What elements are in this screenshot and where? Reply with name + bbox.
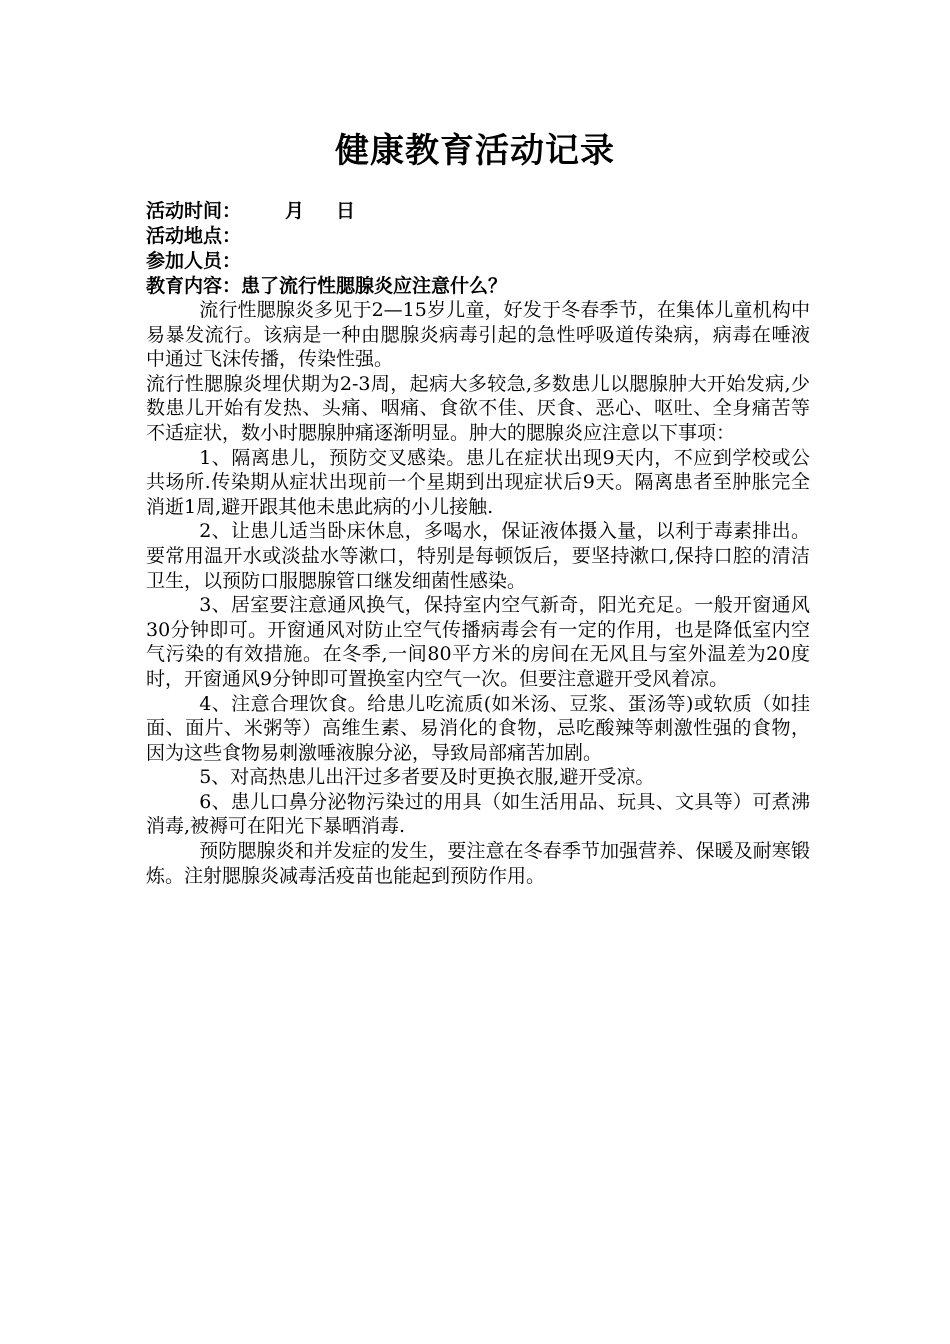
- paragraph-item-5: 5、对高热患儿出汗过多者要及时更换衣服,避开受凉。: [199, 766, 655, 789]
- paragraph-item-6: 6、患儿口鼻分泌物污染过的用具（如生活用品、玩具、文具等）可煮沸消毒,被褥可在阳光下暴晒消毒.: [146, 790, 810, 838]
- day-label: 日: [336, 200, 356, 222]
- education-body: [146, 298, 810, 888]
- paragraph-item-2: 2、让患儿适当卧床休息，多喝水，保证液体摄入量，以利于毒素排出。要常用温开水或淡盐水等漱口，特别是每顿饭后，要坚持漱口,保持口腔的清洁卫生，以预防口服腮腺管口继发细菌性感染。: [146, 520, 810, 592]
- paragraph-item-1: 1、隔离患儿，预防交叉感染。患儿在症状出现9天内，不应到学校或公共场所.传染期从症状出现前一个星期到出现症状后9天。隔离患者至肿胀完全消逝1周,避开跟其他未患此病的小儿接触.: [146, 446, 810, 518]
- paragraph-symptoms: 流行性腮腺炎埋伏期为2-3周，起病大多较急,多数患儿以腮腺肿大开始发病,少数患儿开始有发热、头痛、咽痛、食欲不佳、厌食、恶心、呕吐、全身痛苦等不适症状，数小时腮腺肿痛逐渐明显。肿大的腮腺炎应注意以下事项：: [146, 372, 810, 444]
- document-title: 健康教育活动记录: [335, 131, 615, 171]
- activity-location-row: [146, 224, 826, 249]
- paragraph-prevention: 预防腮腺炎和并发症的发生，要注意在冬春季节加强营养、保暖及耐寒锻炼。注射腮腺炎减毒活疫苗也能起到预防作用。: [146, 840, 810, 887]
- participants-label: 参加人员：: [146, 250, 242, 272]
- paragraph-item-4: 4、注意合理饮食。给患儿吃流质(如米汤、豆浆、蛋汤等)或软质（如挂面、面片、米粥等）高维生素、易消化的食物，忌吃酸辣等刺激性强的食物，因为这些食物易刺激唾液腺分泌，导致局部痛苦加剧。: [146, 692, 810, 764]
- participants-row: [146, 249, 826, 274]
- activity-info: [146, 199, 826, 299]
- activity-location-label: 活动地点：: [146, 225, 242, 247]
- month-label: 月: [285, 200, 305, 222]
- paragraph-intro: 流行性腮腺炎多见于2—15岁儿童，好发于冬春季节，在集体儿童机构中易暴发流行。该病是一种由腮腺炎病毒引起的急性呼吸道传染病，病毒在唾液中通过飞沫传播，传染性强。: [146, 299, 810, 371]
- activity-time-row: [146, 199, 826, 224]
- activity-time-label: 活动时间：: [146, 200, 242, 222]
- education-content-label: 教育内容：: [146, 275, 242, 297]
- education-content-topic: 患了流行性腮腺炎应注意什么？: [241, 275, 508, 297]
- education-content-row: [146, 274, 826, 299]
- paragraph-item-3: 3、居室要注意通风换气，保持室内空气新奇，阳光充足。一般开窗通风30分钟即可。开窗通风对防止空气传播病毒会有一定的作用，也是降低室内空气污染的有效措施。在冬季,一间80平方米的房间在无风且与室外温差为20度时，开窗通风9分钟即可置换室内空气一次。但要注意避开受风着凉。: [146, 594, 810, 690]
